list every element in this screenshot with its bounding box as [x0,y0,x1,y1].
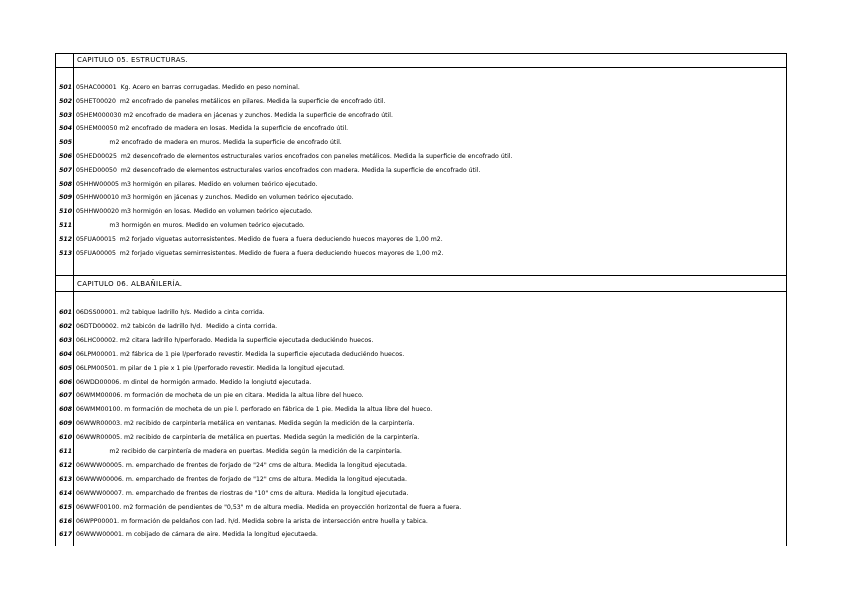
row-number: 613 [59,475,72,483]
row-number: 503 [59,111,72,119]
row-number: 617 [59,531,72,539]
table-row [55,489,787,499]
table-row [55,221,787,231]
row-text: 05HHW00010 m3 hormigón en jácenas y zunchos. Medido en volumen teórico ejecutado. [76,194,354,202]
row-text: 06WWF00100. m2 formación de pendientes de "0,53" m de altura media. Medida en proyección horizontal de fuera a fuera. [76,503,462,511]
row-number: 608 [59,406,72,414]
table-row [55,447,787,457]
table-row [55,322,787,332]
row-number: 602 [59,322,72,330]
row-number: 511 [59,222,72,229]
row-number: 502 [59,97,72,105]
table-row [55,97,787,107]
row-text: 05HED00050 m2 desencofrado de elementos estructurales varios encofrados con madera. Medida la superficie de encofrado útil. [76,166,481,174]
row-text: 06WWW00006. m. emparchado de frentes de forjado de "12" cms de altura. Medida la longitud ejecutada. [76,475,407,483]
row-number: 604 [59,350,72,358]
row-text: 05HHW00005 m3 hormigón en pilares. Medido en volumen teórico ejecutado. [76,180,318,188]
table-row [55,350,787,360]
table-row [55,405,787,415]
table-row [55,249,787,259]
divider [55,275,787,276]
table-row [55,166,787,176]
row-text: 06DSS00001. m2 tabique ladrillo h/s. Medido a cinta corrida. [76,309,265,316]
table-row [55,180,787,190]
table-row [55,308,787,318]
row-text: 06WWW00007. m. emparchado de frentes de riostras de "10" cms de altura. Medida la longitud ejecutada. [76,489,409,497]
row-number: 513 [59,249,72,257]
row-text: 05HEM00050 m2 encofrado de madera en losas. Medida la superficie de encofrado útil. [76,125,349,133]
row-number: 605 [59,364,72,372]
row-text: 05HET00020 m2 encofrado de paneles metálicos en pilares. Medida la superficie de encofrado útil. [76,97,386,105]
row-number: 611 [59,448,72,455]
row-text: 06LPM00001. m2 fábrica de 1 pie l/perforado revestir. Medida la superficie ejecutada deduciéndo huecos. [76,350,405,358]
row-text: 06LPM00501. m pilar de 1 pie x 1 pie l/perforado revestir. Medida la longitud ejecutad. [76,364,345,372]
row-text: 06WWR00003. m2 recibido de carpintería metálica en ventanas. Medida según la medición de la carpintería. [76,420,415,428]
table-row [55,152,787,162]
divider [55,53,787,54]
row-number: 612 [59,461,72,469]
table-row [55,193,787,203]
table-row [55,503,787,513]
row-number: 615 [59,503,72,511]
row-text: 06WMM00006. m formación de mocheta de un pie en citara. Medida la altua libre del hueco. [76,392,364,400]
table-row [55,111,787,121]
row-number: 614 [59,489,72,497]
row-text: 06LHC00002. m2 citara ladrillo h/perforado. Medida la superficie ejecutada deduciéndo huecos. [76,336,374,344]
table-row [55,391,787,401]
table-row [55,336,787,346]
row-text: 05HED00025 m2 desencofrado de elementos estructurales varios encofrados con paneles metálicos. Medida la superficie de encofrado útil. [76,153,513,160]
row-text: 05FUA00005 m2 forjado viguetas semirresistentes. Medido de fuera a fuera deduciendo huecos mayores de 1,00 m2. [76,249,444,257]
chapter-05-title: CAPITULO 05. ESTRUCTURAS. [77,56,189,64]
table-row [55,124,787,134]
table-row [55,83,787,93]
row-number: 505 [59,139,72,147]
row-number: 609 [59,420,72,428]
row-text: 05HHW00020 m3 hormigón en losas. Medido en volumen teórico ejecutado. [76,208,313,216]
row-number: 509 [59,194,72,202]
row-number: 601 [59,309,72,316]
table-row [55,530,787,540]
table-row [55,461,787,471]
row-text: 06WMM00100. m formación de mocheta de un pie l. perforado en fábrica de 1 pie. Medida la altua libre del hueco. [76,406,433,414]
row-number: 510 [59,208,72,216]
row-number: 616 [59,517,72,525]
row-text: m3 hormigón en muros. Medido en volumen teórico ejecutado. [76,222,305,229]
table-row [55,433,787,443]
row-text: m2 recibido de carpintería de madera en puertas. Medida según la medición de la carpintería. [76,448,402,455]
row-number: 508 [59,180,72,188]
chapter-06-title: CAPITULO 06. ALBAÑILERÍA. [77,280,183,288]
table-row [55,378,787,388]
row-number: 512 [59,235,72,243]
row-number: 507 [59,166,72,174]
row-number: 610 [59,434,72,442]
row-text: 05HAC00001 Kg. Acero en barras corrugadas. Medido en peso nominal. [76,84,300,91]
table-row [55,419,787,429]
row-text: 06WPP00001. m formación de peldaños con lad. h/d. Medida sobre la arista de intersección entre huella y tabica. [76,517,428,525]
row-number: 501 [59,84,72,91]
table-row [55,138,787,148]
row-number: 606 [59,378,72,386]
table-row [55,475,787,485]
row-text: 06DTD00002. m2 tabicón de ladrillo h/d. Medido a cinta corrida. [76,322,278,330]
table-row [55,235,787,245]
row-text: 06WDD00006. m dintel de hormigón armado. Medido la longiutd ejecutada. [76,378,312,386]
row-text: 06WWR00005. m2 recibido de carpintería de metálica en puertas. Medida según la medición de la carpintería. [76,434,420,442]
row-number: 506 [59,153,72,160]
row-number: 607 [59,392,72,400]
row-number: 504 [59,125,72,133]
table-row [55,364,787,374]
divider [55,67,787,68]
divider [55,291,787,292]
row-text: m2 encofrado de madera en muros. Medida la superficie de encofrado útil. [76,139,342,147]
row-text: 06WWW00005. m. emparchado de frentes de forjado de "24" cms de altura. Medida la longitud ejecutada. [76,461,407,469]
table-row [55,207,787,217]
spreadsheet [55,53,787,546]
row-text: 05FUA00015 m2 forjado viguetas autorresistentes. Medido de fuera a fuera deduciendo huecos mayores de 1,00 m2. [76,235,443,243]
row-text: 05HEM000030 m2 encofrado de madera en jácenas y zunchos. Medida la superficie de encofrado útil. [76,111,393,119]
row-text: 06WWW00001. m cobijado de cámara de aire. Medida la longitud ejecutaeda. [76,531,318,539]
table-row [55,517,787,527]
row-number: 603 [59,336,72,344]
